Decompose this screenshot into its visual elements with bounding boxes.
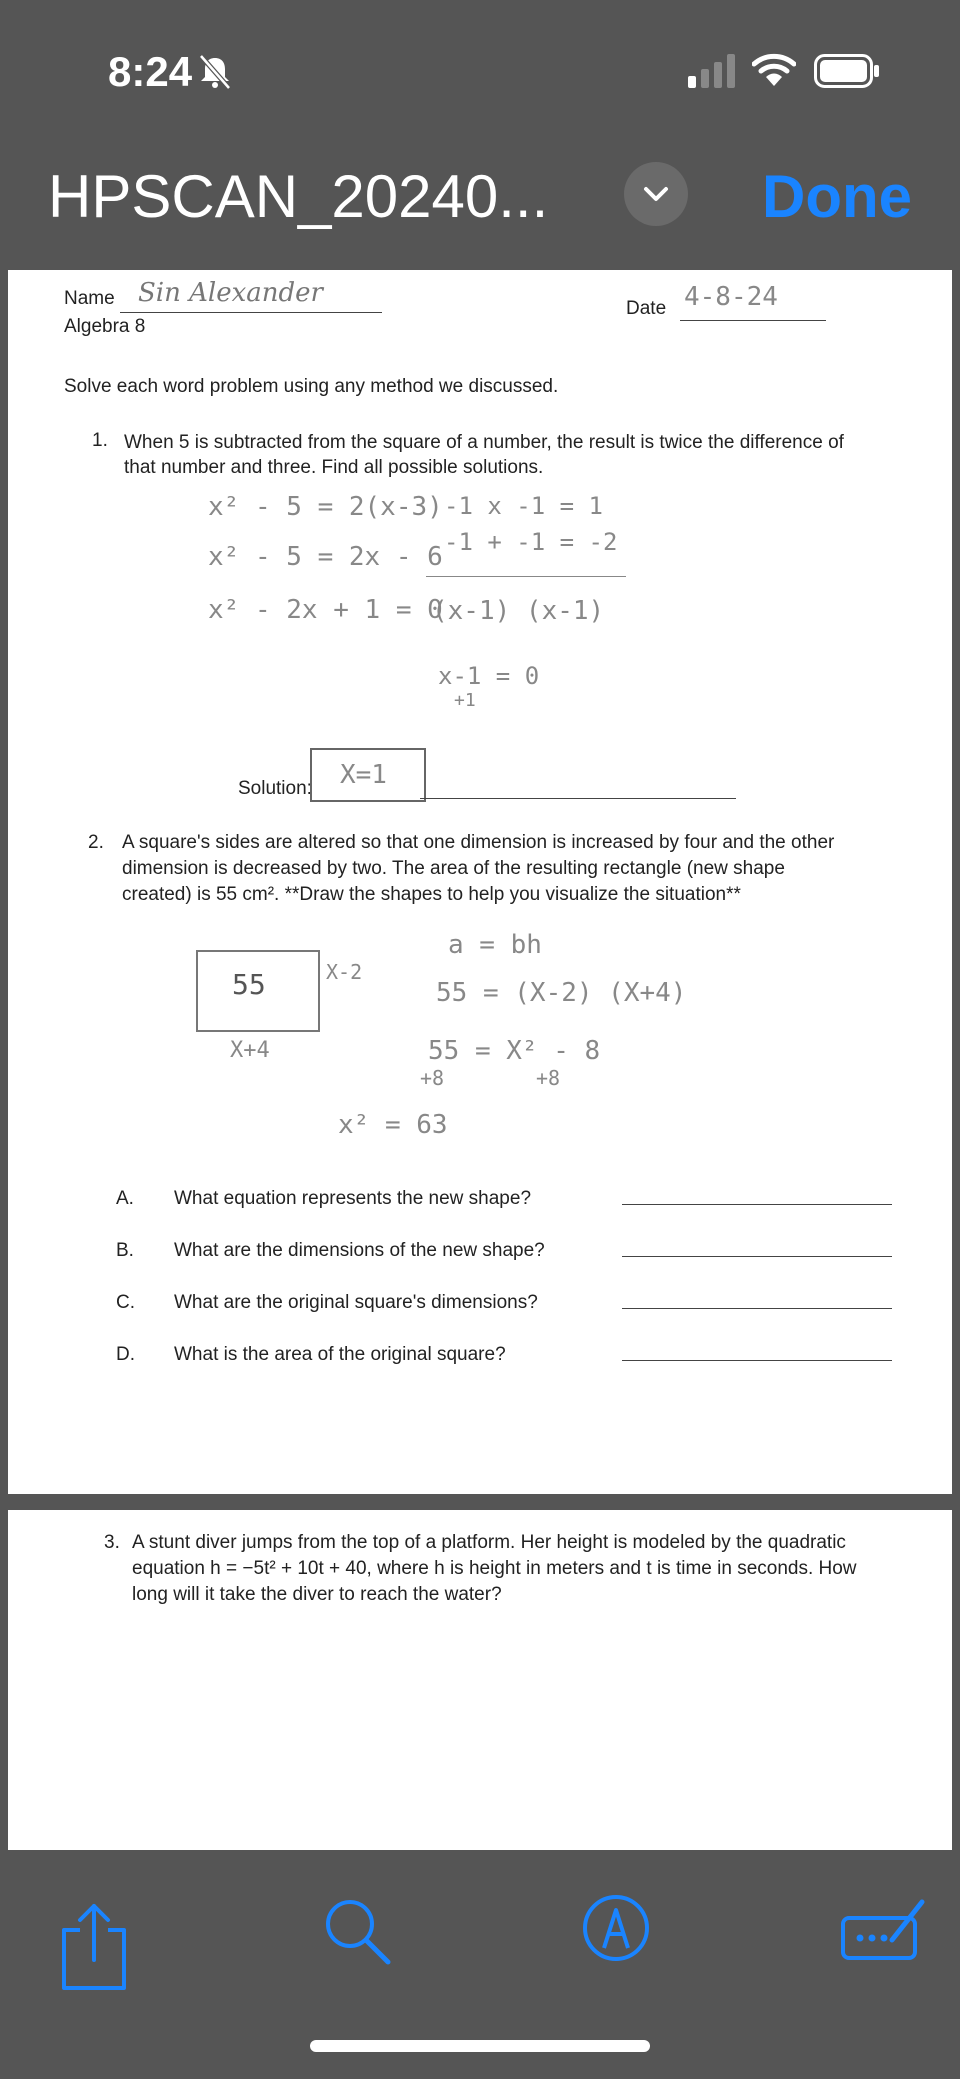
rectangle-side-label: X-2 [326,960,363,984]
q2-text-line2: dimension is decreased by two. The area of the resulting rectangle (new shape [122,858,785,879]
document-page-2[interactable] [8,1510,952,1850]
q2-text-line3: created) is 55 cm². **Draw the shapes to help you visualize the situation** [122,884,741,905]
date-line [680,320,826,321]
rectangle-bottom-label: X+4 [230,1038,270,1063]
done-button[interactable]: Done [762,163,912,230]
q1-work-line1: x² - 5 = 2(x-3) [208,492,443,522]
q2-part-a-answer-line[interactable] [622,1204,892,1205]
bell-slash-icon [195,52,235,97]
q2-work-line3: 55 = X² - 8 [428,1036,601,1066]
name-label: Name [64,288,115,309]
form-fill-icon[interactable] [840,1896,926,1967]
document-page-1[interactable] [8,270,952,1494]
q2-work-plus-right: +8 [536,1066,561,1090]
chevron-down-icon [642,182,670,206]
q2-work-line4: x² = 63 [338,1110,448,1140]
q2-number: 2. [88,832,104,853]
class-label: Algebra 8 [64,316,146,337]
q2-work-plus-left: +8 [420,1066,445,1090]
q2-part-c-text: What are the original square's dimensions? [174,1292,538,1313]
q3-text-line2: equation h = −5t² + 10t + 40, where h is height in meters and t is time in seconds. How [132,1558,857,1579]
home-indicator[interactable] [310,2040,650,2052]
cellular-signal-icon [688,54,738,93]
student-name: Sin Alexander [138,278,323,308]
q2-part-b-letter: B. [116,1240,134,1261]
q1-solution-value: X=1 [340,760,387,790]
q1-work-factor-product: -1 x -1 = 1 [444,492,603,520]
share-icon[interactable] [56,1900,132,1997]
q1-text-line1: When 5 is subtracted from the square of a number, the result is twice the difference of [124,432,844,453]
q1-work-line3: x² - 2x + 1 = 0 [208,595,443,625]
q2-part-b-answer-line[interactable] [622,1256,892,1257]
document-nav-bar [0,140,960,262]
markup-icon[interactable] [582,1894,650,1967]
q1-number: 1. [92,430,108,451]
document-title: HPSCAN_20240... [48,163,549,230]
q2-part-b-text: What are the dimensions of the new shape? [174,1240,545,1261]
battery-icon [814,54,880,93]
q2-part-d-letter: D. [116,1344,135,1365]
status-time: 8:24 [108,48,193,95]
status-bar [0,0,960,140]
q3-number: 3. [104,1532,120,1553]
date-value: 4-8-24 [684,282,778,312]
q3-text-line3: long will it take the diver to reach the water? [132,1584,502,1605]
q1-solution-line [420,798,736,799]
q1-solution-label: Solution: [238,778,312,799]
q2-part-c-answer-line[interactable] [622,1308,892,1309]
date-label: Date [626,298,667,319]
q2-part-c-letter: C. [116,1292,135,1313]
q1-work-zero: x-1 = 0 [438,662,540,690]
search-icon[interactable] [322,1894,394,1971]
instructions: Solve each word problem using any method we discussed. [64,376,559,397]
q2-text-line1: A square's sides are altered so that one dimension is increased by four and the other [122,832,835,853]
q3-text-line1: A stunt diver jumps from the top of a platform. Her height is modeled by the quadratic [132,1532,846,1553]
name-line [120,312,382,313]
q2-part-d-text: What is the area of the original square? [174,1344,506,1365]
q2-part-a-text: What equation represents the new shape? [174,1188,532,1209]
q1-work-divider [426,576,626,577]
q1-work-factored: (x-1) (x-1) [432,596,605,626]
rectangle-area: 55 [232,968,266,1001]
wifi-icon [752,52,796,93]
q2-work-line1: a = bh [448,930,542,960]
title-menu-button[interactable] [624,162,688,226]
q2-work-line2: 55 = (X-2) (X+4) [436,978,687,1008]
q1-work-line2: x² - 5 = 2x - 6 [208,542,443,572]
q1-work-plus-one: +1 [454,690,476,711]
q1-text-line2: that number and three. Find all possible solutions. [124,457,544,478]
q2-part-a-letter: A. [116,1188,134,1209]
q1-work-factor-sum: -1 + -1 = -2 [444,528,618,556]
q2-part-d-answer-line[interactable] [622,1360,892,1361]
